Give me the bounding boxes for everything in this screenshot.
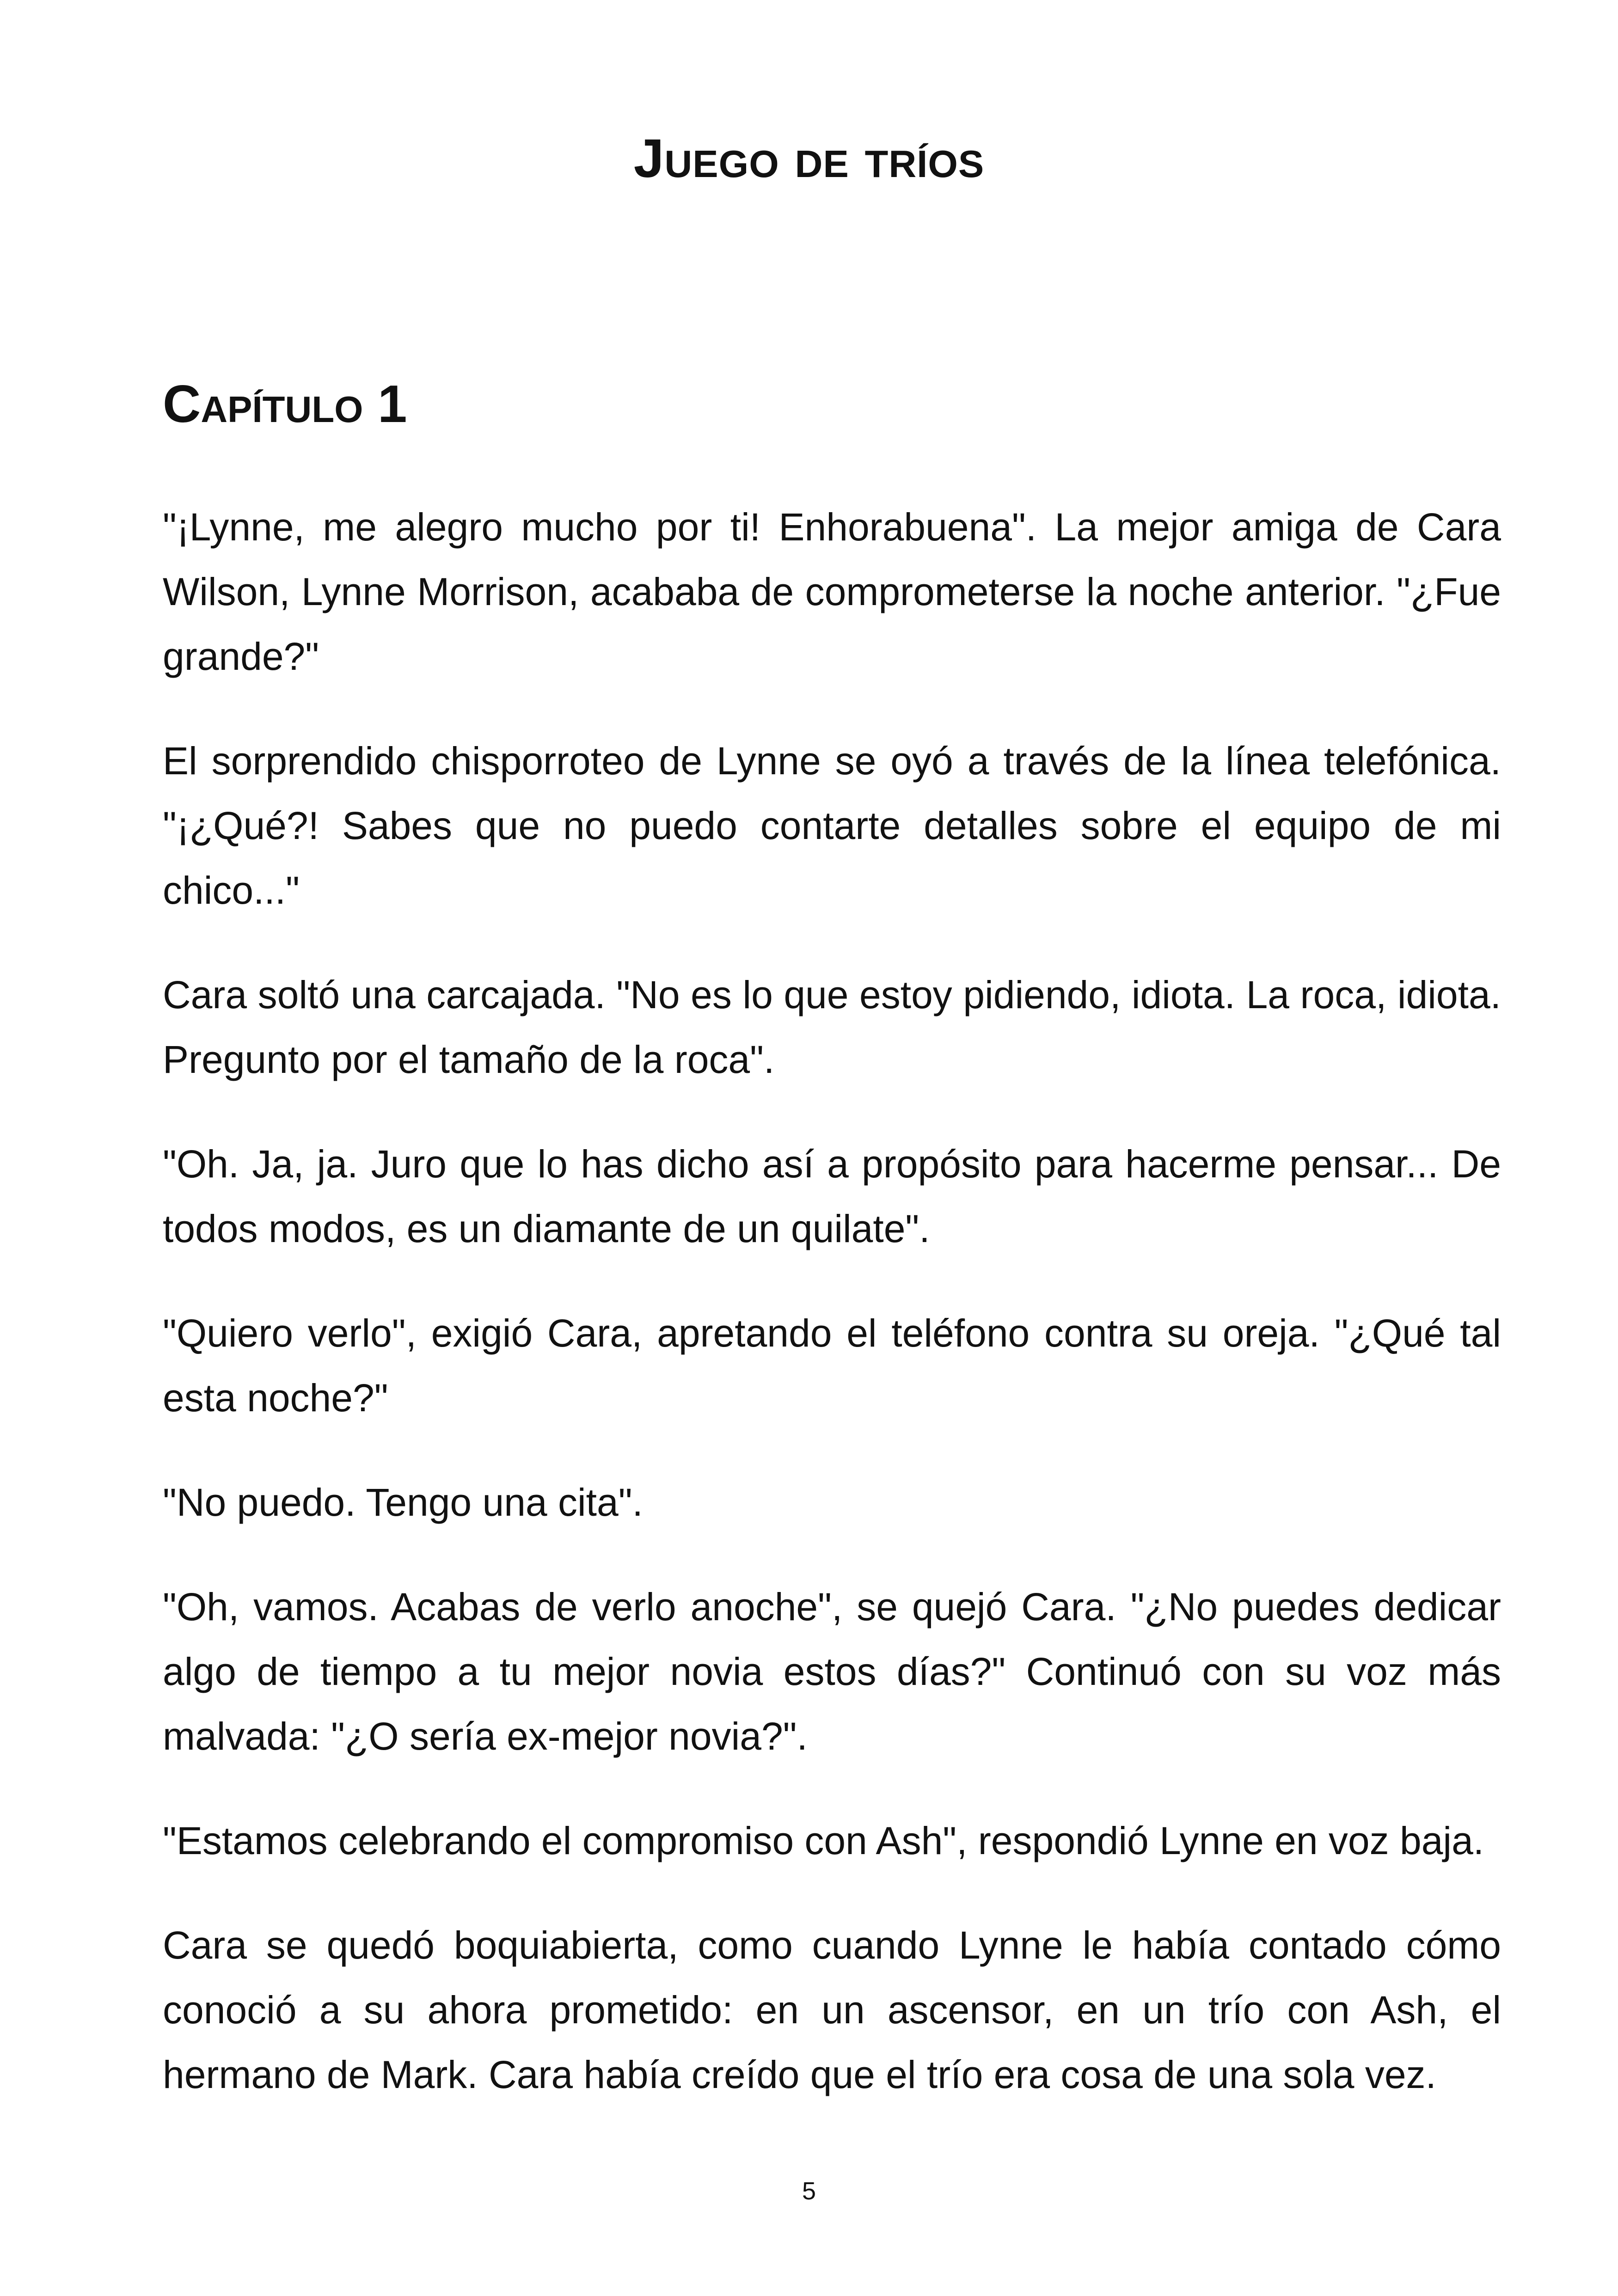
chapter-body: [163, 495, 1501, 2147]
paragraph: El sorprendido chisporroteo de Lynne se oyó a través de la línea telefónica. "¡¿Qué?! Sabes que no puedo contarte detalles sobre el equipo de mi chico...": [163, 739, 1501, 912]
book-title: Juego de tríos: [633, 128, 985, 189]
paragraph: Cara soltó una carcajada. "No es lo que estoy pidiendo, idiota. La roca, idiota. Pregunto por el tamaño de la roca".: [163, 973, 1501, 1081]
paragraph: Cara se quedó boquiabierta, como cuando Lynne le había contado cómo conoció a su ahora prometido: en un ascensor, en un trío con Ash, el hermano de Mark. Cara había creído que el trío era cosa de una sola vez.: [163, 1923, 1501, 2096]
page-number: 5: [802, 2177, 816, 2205]
chapter-title: Capítulo 1: [163, 375, 407, 434]
paragraph: "Oh, vamos. Acabas de verlo anoche", se quejó Cara. "¿No puedes dedicar algo de tiempo a tu mejor novia estos días?" Continuó con su voz más malvada: "¿O sería ex-mejor novia?".: [163, 1585, 1501, 1758]
paragraph: "Oh. Ja, ja. Juro que lo has dicho así a propósito para hacerme pensar... De todos modos, es un diamante de un quilate".: [163, 1142, 1501, 1250]
paragraph: "No puedo. Tengo una cita".: [163, 1481, 643, 1524]
paragraph: "Quiero verlo", exigió Cara, apretando el teléfono contra su oreja. "¿Qué tal esta noche?": [163, 1311, 1501, 1420]
paragraph: "Estamos celebrando el compromiso con Ash", respondió Lynne en voz baja.: [163, 1819, 1484, 1862]
paragraph: "¡Lynne, me alegro mucho por ti! Enhorabuena". La mejor amiga de Cara Wilson, Lynne Morrison, acababa de comprometerse la noche anterior. "¿Fue grande?": [163, 505, 1501, 678]
